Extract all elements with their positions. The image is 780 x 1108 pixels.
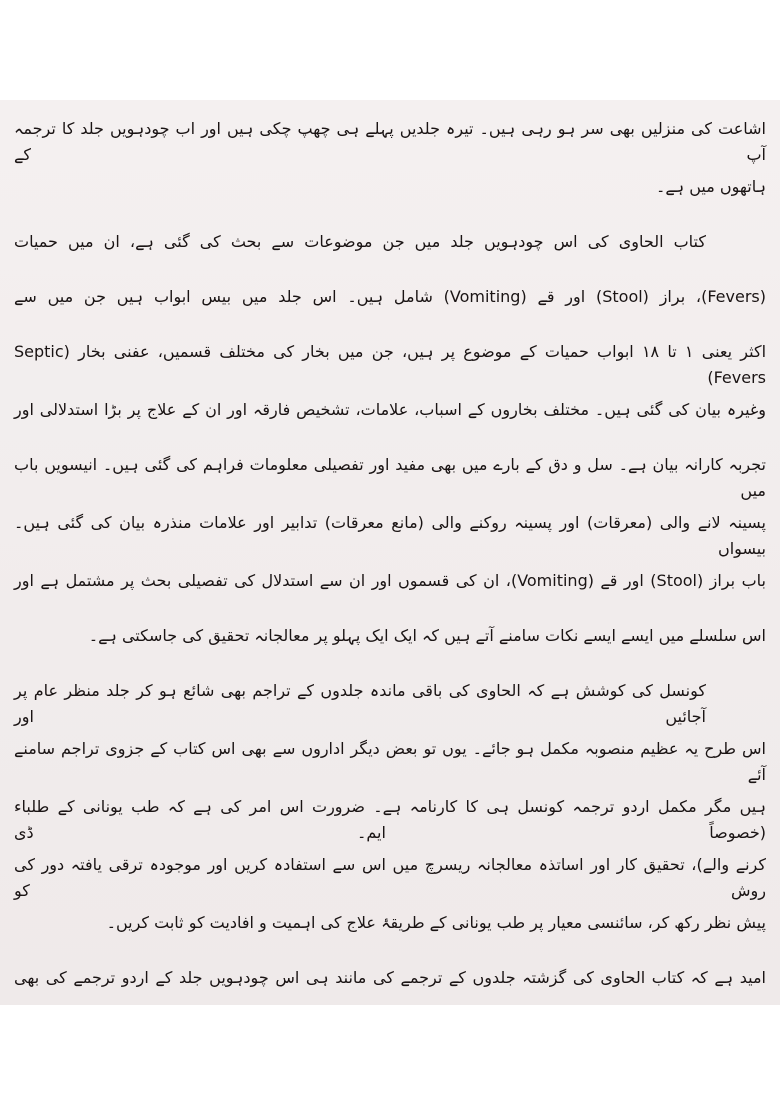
text-line: ہیں مگر مکمل اردو ترجمہ کونسل ہی کا کارنامہ ہے۔ ضرورت اس امر کی ہے کہ طب یونانی کے طلباء (خصوصاً ایم۔ ڈی bbox=[14, 797, 766, 842]
text-line: پیش نظر رکھ کر، سائنسی معیار پر طب یونانی کے طریقۂ علاج کی اہمیت و افادیت کو ثابت کریں۔ bbox=[106, 913, 766, 932]
text-line: باب براز (Stool) اور قے (Vomiting)، ان کی قسموں اور ان سے استدلال کی تفصیلی بحث پر مشتمل ہے اور bbox=[14, 571, 766, 590]
paragraph-start-line: امید ہے کہ کتاب الحاوی کی گزشتہ جلدوں کے ترجمے کی مانند ہی اس چودہویں جلد کے اردو ترجمے کی بھی bbox=[14, 968, 766, 987]
paragraph-start-line: کونسل کی کوشش ہے کہ الحاوی کی باقی ماندہ جلدوں کے تراجم بھی شائع ہو کر جلد منظر عام پر آجائیں اور bbox=[14, 681, 706, 726]
document-body bbox=[14, 110, 766, 1014]
text-line: وغیرہ بیان کی گئی ہیں۔ مختلف بخاروں کے اسباب، علامات، تشخیص فارقہ اور ان کے علاج پر بڑا استدلالی اور bbox=[14, 400, 766, 419]
paragraph-start-line: کتاب الحاوی کی اس چودہویں جلد میں جن موضوعات سے بحث کی گئی ہے، ان میں حمیات bbox=[14, 232, 706, 251]
text-line: اس طرح یہ عظیم منصوبہ مکمل ہو جائے۔ یوں تو بعض دیگر اداروں سے بھی اس کتاب کے جزوی تراجم سامنے آئے bbox=[14, 739, 766, 784]
text-line: تجربہ کارانہ بیان ہے۔ سل و دق کے بارے میں بھی مفید اور تفصیلی معلومات فراہم کی گئی ہیں۔ انیسویں باب میں bbox=[14, 455, 766, 500]
text-line: پسینہ لانے والی (معرقات) اور پسینہ روکنے والی (مانع معرقات) تدابیر اور علامات منذرہ بیان کی گئی ہیں۔ بیسواں bbox=[14, 513, 766, 558]
text-line: (Fevers)، براز (Stool) اور قے (Vomiting) شامل ہیں۔ اس جلد میں بیس ابواب ہیں جن میں سے bbox=[14, 287, 766, 306]
text-line: اس سلسلے میں ایسے ایسے نکات سامنے آتے ہیں کہ ایک ایک پہلو پر معالجانہ تحقیق کی جاسکتی ہے۔ bbox=[88, 626, 766, 645]
text-line: اشاعت کی منزلیں بھی سر ہو رہی ہیں۔ تیرہ جلدیں پہلے ہی چھپ چکی ہیں اور اب چودہویں جلد کا ترجمہ آپ کے bbox=[14, 119, 766, 164]
text-line: اکثر یعنی ۱ تا ۱۸ ابواب حمیات کے موضوع پر ہیں، جن میں بخار کی مختلف قسمیں، عفنی بخار (Septic Fevers) bbox=[14, 342, 767, 387]
text-line: ہاتھوں میں ہے۔ bbox=[656, 177, 766, 196]
text-line: کرنے والے)، تحقیق کار اور اساتذہ معالجانہ ریسرچ میں اس سے استفادہ کریں اور موجودہ ترقی یافتہ دور کی روش کو bbox=[14, 855, 766, 900]
